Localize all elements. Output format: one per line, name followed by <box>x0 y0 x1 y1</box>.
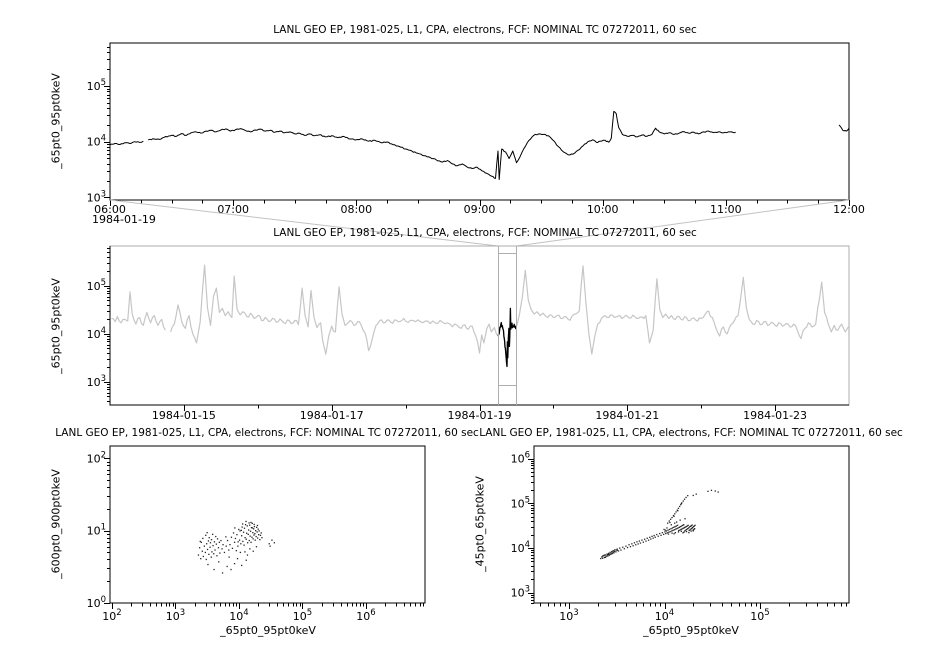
svg-text:1984-01-23: 1984-01-23 <box>743 409 808 422</box>
svg-text:103: $10^3$ <box>86 189 106 205</box>
svg-text:101: $10^1$ <box>86 522 106 538</box>
context-panel-title: LANL GEO EP, 1981-025, L1, CPA, electrons, FCF: NOMINAL TC 07272011, 60 sec <box>273 227 697 239</box>
scatter-left-plot-area[interactable] <box>110 446 425 603</box>
svg-text:1984-01-21: 1984-01-21 <box>595 409 660 422</box>
svg-text:103: $10^3$ <box>165 608 186 623</box>
svg-text:103: $10^3$ <box>559 608 579 623</box>
context-zoom-box[interactable] <box>498 246 517 405</box>
svg-text:106: $10^6$ <box>510 450 530 466</box>
scatter-right-title: LANL GEO EP, 1981-025, L1, CPA, electrons, FCF: NOMINAL TC 07272011, 60 sec <box>479 427 903 439</box>
svg-text:105: $10^5$ <box>750 608 770 623</box>
svg-text:1984-01-17: 1984-01-17 <box>299 409 364 422</box>
svg-text:104: $10^4$ <box>86 325 106 341</box>
svg-text:1984-01-19: 1984-01-19 <box>447 409 512 422</box>
scatter-right-y-axis-title: _45pt0_65pt0keV <box>473 476 487 572</box>
scatter-right-plot-area[interactable] <box>534 446 849 603</box>
scatter-left-x-axis-title: _65pt0_95pt0keV <box>220 624 316 637</box>
svg-text:102: $10^2$ <box>102 608 122 623</box>
svg-text:12:00: 12:00 <box>833 203 865 216</box>
svg-text:103: $10^3$ <box>86 373 106 389</box>
svg-text:100: $10^0$ <box>86 595 106 610</box>
svg-text:07:00: 07:00 <box>217 203 250 216</box>
svg-text:104: $10^4$ <box>229 608 249 623</box>
svg-text:103: $10^3$ <box>510 584 530 600</box>
svg-text:104: $10^4$ <box>654 608 675 623</box>
top-plot-area[interactable] <box>110 43 849 200</box>
svg-text:105: $10^5$ <box>86 77 106 93</box>
svg-text:105: $10^5$ <box>510 495 530 511</box>
svg-text:1984-01-15: 1984-01-15 <box>151 409 216 422</box>
scatter-left-y-axis-title: _600pt0_900pt0keV <box>49 469 63 579</box>
scatter-left-title: LANL GEO EP, 1981-025, L1, CPA, electrons, FCF: NOMINAL TC 07272011, 60 sec <box>55 427 479 439</box>
top-panel-title: LANL GEO EP, 1981-025, L1, CPA, electrons, FCF: NOMINAL TC 07272011, 60 sec <box>273 24 697 36</box>
svg-text:102: $10^2$ <box>86 450 106 466</box>
svg-text:11:00: 11:00 <box>709 203 742 216</box>
svg-text:105: $10^5$ <box>292 608 313 623</box>
svg-text:06:00: 06:00 <box>94 203 126 216</box>
context-y-axis-title: _65pt0_95pt0keV <box>49 278 63 374</box>
svg-text:106: $10^6$ <box>356 608 376 623</box>
scatter-right-x-axis-title: _65pt0_95pt0keV <box>643 624 739 637</box>
top-start-date-label: 1984-01-19 <box>92 213 156 226</box>
context-plot-area[interactable] <box>110 246 849 405</box>
svg-text:104: $10^4$ <box>510 539 530 555</box>
svg-text:104: $10^4$ <box>86 133 106 149</box>
top-y-axis-title: _65pt0_95pt0keV <box>49 73 63 169</box>
svg-text:08:00: 08:00 <box>340 203 373 216</box>
svg-text:105: $10^5$ <box>86 277 106 293</box>
svg-text:10:00: 10:00 <box>586 203 619 216</box>
svg-text:09:00: 09:00 <box>463 203 496 216</box>
